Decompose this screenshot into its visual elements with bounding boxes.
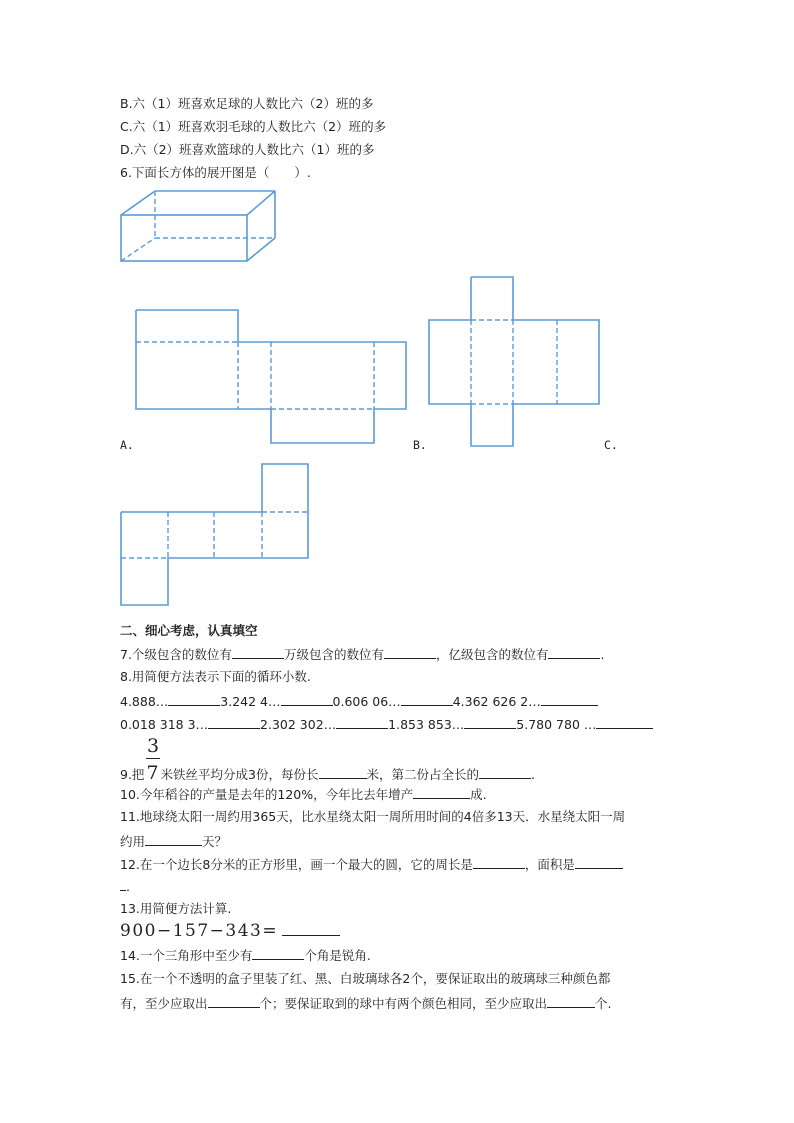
q11-text-2: 天？ (202, 834, 228, 849)
answer-blank[interactable] (575, 855, 623, 869)
answer-blank[interactable] (401, 692, 453, 706)
q14-text-1: 14.一个三角形中至少有 (120, 948, 253, 963)
q14-text-2: 个角是锐角. (304, 948, 371, 963)
q10-text-2: 成. (470, 787, 487, 802)
fraction-denominator: 7 (146, 762, 159, 784)
q9-text-2: 米铁丝平均分成3份，每份长 (160, 767, 319, 782)
q7-text-2: 万级包含的数位有 (283, 647, 384, 662)
q9-text-3: 米，第二份占全长的 (366, 767, 480, 782)
answer-blank[interactable] (208, 994, 260, 1008)
answer-blank[interactable] (208, 715, 260, 729)
label-c: C. (604, 438, 618, 452)
net-option-c (119, 462, 312, 608)
fraction-numerator: 3 (147, 735, 160, 757)
q8-row-1 (120, 692, 598, 711)
question-15: 15.在一个不透明的盒子里装了红、黑、白玻璃球各2个，要保证取出的玻璃球三种颜色都 (120, 971, 611, 986)
answer-blank[interactable] (384, 645, 436, 659)
answer-blank[interactable] (596, 715, 653, 729)
q7-text-3: ，亿级包含的数位有 (435, 647, 549, 662)
question-11-cont (120, 832, 227, 851)
q12-text-1: 12.在一个边长8分米的正方形里，画一个最大的圆，它的周长是 (120, 857, 473, 872)
q7-text-4: . (600, 647, 605, 662)
section-heading: 二、细心考虑，认真填空 (120, 623, 258, 638)
decimal-item: 4.362 626 2… (452, 694, 541, 709)
decimal-item: 2.302 302… (260, 717, 337, 732)
answer-blank[interactable] (252, 946, 304, 960)
net-option-a (134, 308, 410, 446)
q9-text-4: . (531, 767, 535, 782)
answer-blank[interactable] (282, 919, 340, 936)
question-10 (120, 785, 487, 804)
cuboid-figure (118, 188, 280, 266)
answer-blank[interactable] (232, 645, 284, 659)
question-12-cont (120, 877, 130, 896)
decimal-item: 1.853 853… (388, 717, 465, 732)
question-12 (120, 855, 623, 874)
answer-blank[interactable] (464, 715, 516, 729)
question-11: 11.地球绕太阳一周约用365天，比水星绕太阳一周所用时间的4倍多13天．水星绕太阳一周 (120, 809, 626, 824)
question-6: 6.下面长方体的展开图是（ ）. (120, 165, 311, 180)
question-14 (120, 946, 371, 965)
question-8: 8.用简便方法表示下面的循环小数. (120, 669, 311, 684)
question-7 (120, 645, 604, 664)
answer-blank[interactable] (473, 855, 525, 869)
answer-blank[interactable] (547, 994, 595, 1008)
question-9 (120, 764, 535, 784)
answer-blank[interactable] (479, 765, 531, 779)
option-b: B.六（1）班喜欢足球的人数比六（2）班的多 (120, 96, 374, 111)
q12-text-2: ，面积是 (524, 857, 575, 872)
decimal-item: 5.780 780 … (516, 717, 597, 732)
decimal-item: 3.242 4… (220, 694, 281, 709)
decimal-item: 0.018 318 3… (120, 717, 209, 732)
q12-text-3: . (126, 879, 130, 894)
question-15-cont (120, 994, 612, 1013)
answer-blank[interactable] (541, 692, 598, 706)
option-d: D.六（2）班喜欢篮球的人数比六（1）班的多 (120, 142, 375, 157)
calc-expression (120, 919, 340, 941)
q15-text-1: 有，至少应取出 (120, 996, 208, 1011)
q9-text-1: 9.把 (120, 767, 145, 782)
q8-row-2 (120, 715, 653, 734)
answer-blank[interactable] (168, 692, 220, 706)
question-13: 13.用简便方法计算. (120, 901, 232, 916)
expression-text: 900−157−343= (120, 921, 279, 941)
q10-text-1: 10.今年稻谷的产量是去年的120%，今年比去年增产 (120, 787, 414, 802)
q7-text-1: 7.个级包含的数位有 (120, 647, 232, 662)
answer-blank[interactable] (319, 765, 367, 779)
answer-blank[interactable] (336, 715, 388, 729)
option-c: C.六（1）班喜欢羽毛球的人数比六（2）班的多 (120, 119, 387, 134)
label-b: B. (413, 438, 427, 452)
answer-blank[interactable] (145, 832, 202, 846)
answer-blank[interactable] (413, 785, 470, 799)
q11-text-1: 约用 (120, 834, 146, 849)
answer-blank[interactable] (281, 692, 333, 706)
q15-text-2: 个；要保证取到的球中有两个颜色相同，至少应取出 (259, 996, 548, 1011)
fraction-bar (146, 758, 160, 759)
label-a: A. (120, 438, 134, 452)
decimal-item: 0.606 06… (332, 694, 401, 709)
q15-text-3: 个. (595, 996, 612, 1011)
decimal-item: 4.888… (120, 694, 169, 709)
net-option-b (427, 275, 603, 449)
answer-blank[interactable] (548, 645, 600, 659)
